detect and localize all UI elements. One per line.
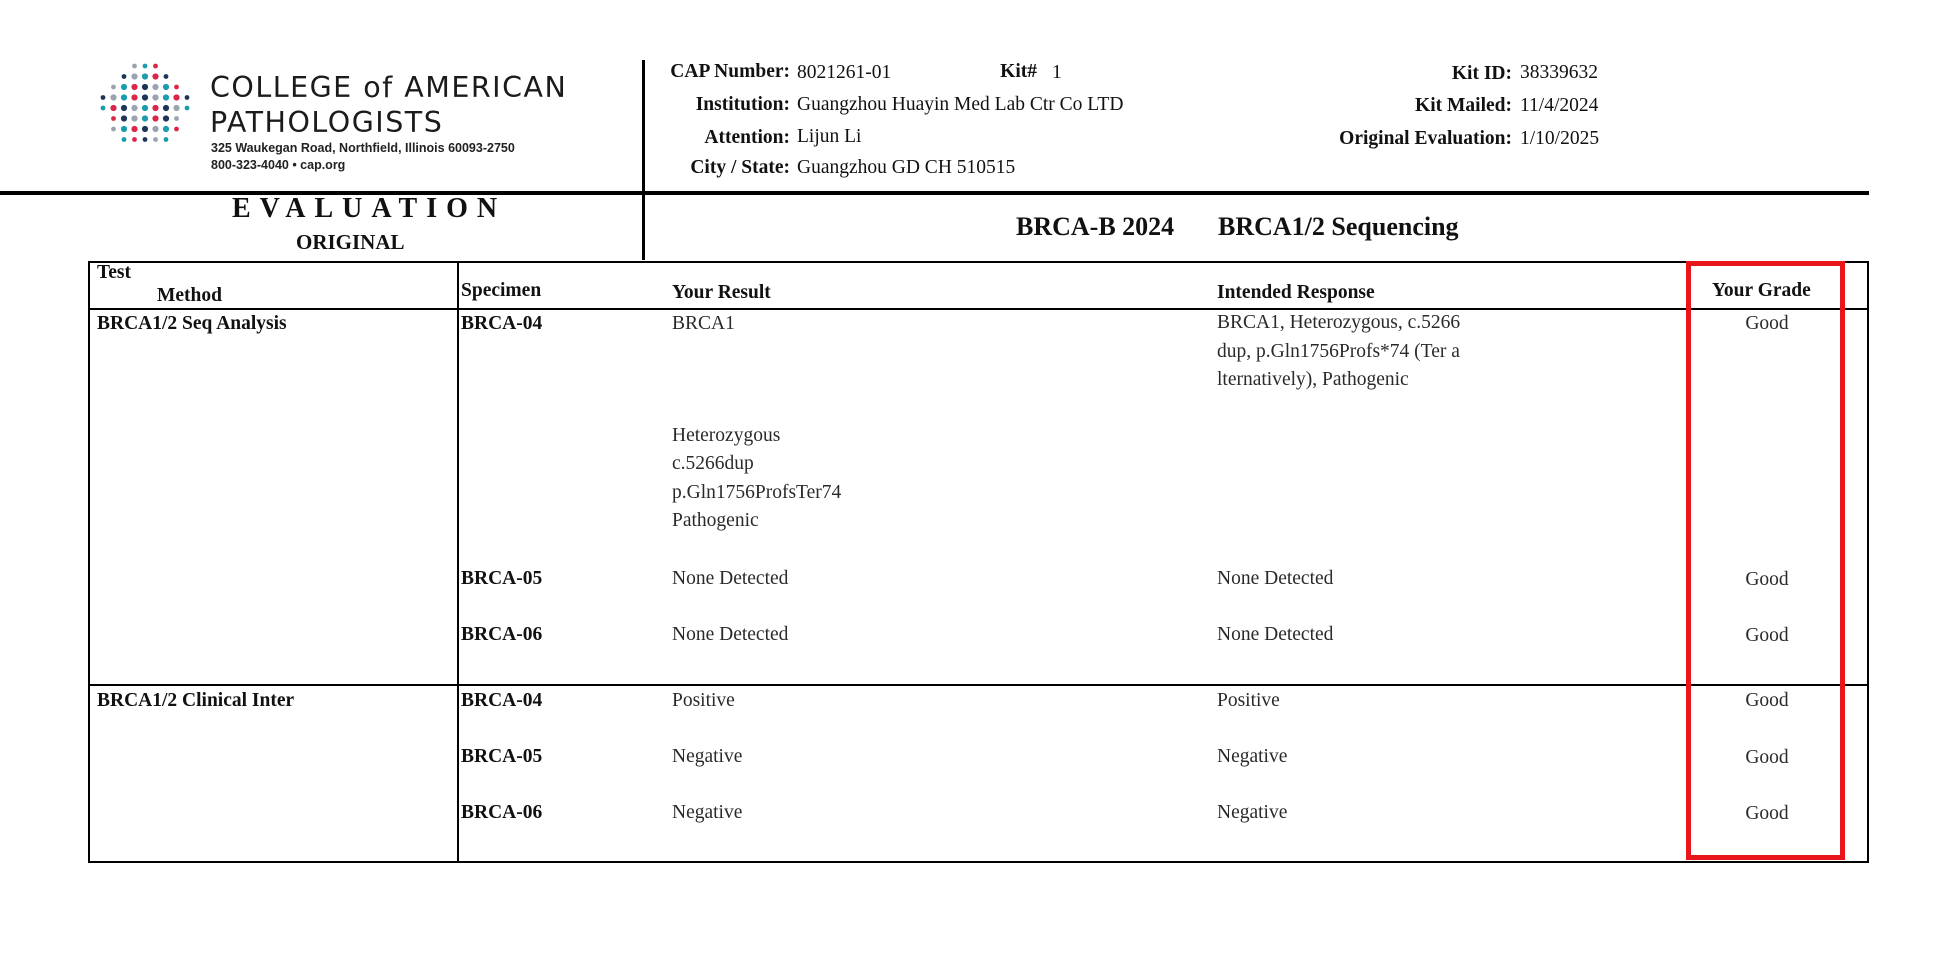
header-vertical-divider	[642, 60, 645, 260]
col-header-method: Method	[157, 285, 222, 306]
table-header-rule	[88, 308, 1869, 310]
result-cell-line: Heterozygous	[672, 425, 781, 446]
table-group-divider	[88, 684, 1869, 686]
original-evaluation-value: 1/10/2025	[1520, 128, 1600, 149]
table-test-column-divider	[457, 261, 459, 863]
grade-cell: Good	[1745, 747, 1789, 768]
intended-response-cell: Positive	[1217, 690, 1280, 711]
org-name-line1: COLLEGE of AMERICAN	[210, 71, 568, 104]
kit-mailed-label: Kit Mailed:	[1415, 95, 1512, 116]
attention-value: Lijun Li	[797, 126, 862, 147]
test-name-seq-analysis: BRCA1/2 Seq Analysis	[97, 313, 287, 334]
col-header-intended-response: Intended Response	[1217, 282, 1375, 303]
result-cell-line: c.5266dup	[672, 453, 754, 474]
grade-cell: Good	[1745, 690, 1789, 711]
grade-cell: Good	[1745, 803, 1789, 824]
grade-column-highlight	[1686, 261, 1845, 860]
test-name-clinical-inter: BRCA1/2 Clinical Inter	[97, 690, 295, 711]
grade-cell: Good	[1745, 625, 1789, 646]
intended-response-cell: BRCA1, Heterozygous, c.5266dup, p.Gln1756Profs*74 (Ter alternatively), Pathogenic	[1217, 312, 1461, 390]
evaluation-status: ORIGINAL	[296, 230, 405, 254]
table-right-border	[1867, 261, 1869, 863]
col-header-your-grade: Your Grade	[1712, 280, 1811, 301]
table-bottom-border	[88, 861, 1869, 863]
cap-number-value: 8021261-01	[797, 62, 892, 83]
kit-value: 1	[1052, 62, 1062, 83]
kit-mailed-value: 11/4/2024	[1520, 95, 1599, 116]
cap-logo-icon	[100, 63, 190, 149]
intended-response-cell: None Detected	[1217, 568, 1334, 589]
program-code: BRCA-B 2024	[1016, 212, 1175, 241]
specimen-cell: BRCA-05	[461, 746, 543, 767]
col-header-specimen: Specimen	[461, 280, 542, 301]
grade-cell: Good	[1745, 313, 1789, 334]
table-top-border	[88, 261, 1869, 263]
result-cell: Negative	[672, 746, 743, 767]
result-cell-line: Pathogenic	[672, 510, 759, 531]
intended-response-cell: Negative	[1217, 802, 1288, 823]
institution-value: Guangzhou Huayin Med Lab Ctr Co LTD	[797, 94, 1124, 115]
col-header-your-result: Your Result	[672, 282, 771, 303]
specimen-cell: BRCA-06	[461, 802, 543, 823]
table-left-border	[88, 261, 90, 863]
result-cell: Positive	[672, 690, 735, 711]
institution-label: Institution:	[695, 94, 790, 115]
specimen-cell: BRCA-04	[461, 313, 543, 334]
kit-label: Kit#	[1000, 61, 1037, 82]
kit-id-label: Kit ID:	[1451, 63, 1512, 84]
intended-response-cell: None Detected	[1217, 624, 1334, 645]
result-cell-line: p.Gln1756ProfsTer74	[672, 482, 842, 503]
kit-id-value: 38339632	[1520, 62, 1598, 83]
result-cell: None Detected	[672, 568, 789, 589]
program-name: BRCA1/2 Sequencing	[1218, 212, 1459, 241]
org-contact: 800-323-4040 • cap.org	[211, 158, 346, 172]
result-cell: Negative	[672, 802, 743, 823]
col-header-test: Test	[97, 262, 131, 283]
result-cell: BRCA1	[672, 313, 735, 334]
attention-label: Attention:	[704, 127, 790, 148]
result-cell: None Detected	[672, 624, 789, 645]
grade-cell: Good	[1745, 569, 1789, 590]
intended-response-cell: Negative	[1217, 746, 1288, 767]
org-name-line2: PATHOLOGISTS	[210, 106, 444, 139]
specimen-cell: BRCA-05	[461, 568, 543, 589]
city-state-value: Guangzhou GD CH 510515	[797, 157, 1016, 178]
original-evaluation-label: Original Evaluation:	[1339, 128, 1512, 149]
specimen-cell: BRCA-04	[461, 690, 543, 711]
cap-number-label: CAP Number:	[670, 61, 790, 82]
specimen-cell: BRCA-06	[461, 624, 543, 645]
evaluation-title: EVALUATION	[232, 193, 507, 224]
city-state-label: City / State:	[690, 157, 790, 178]
org-address: 325 Waukegan Road, Northfield, Illinois 60093-2750	[211, 141, 515, 155]
